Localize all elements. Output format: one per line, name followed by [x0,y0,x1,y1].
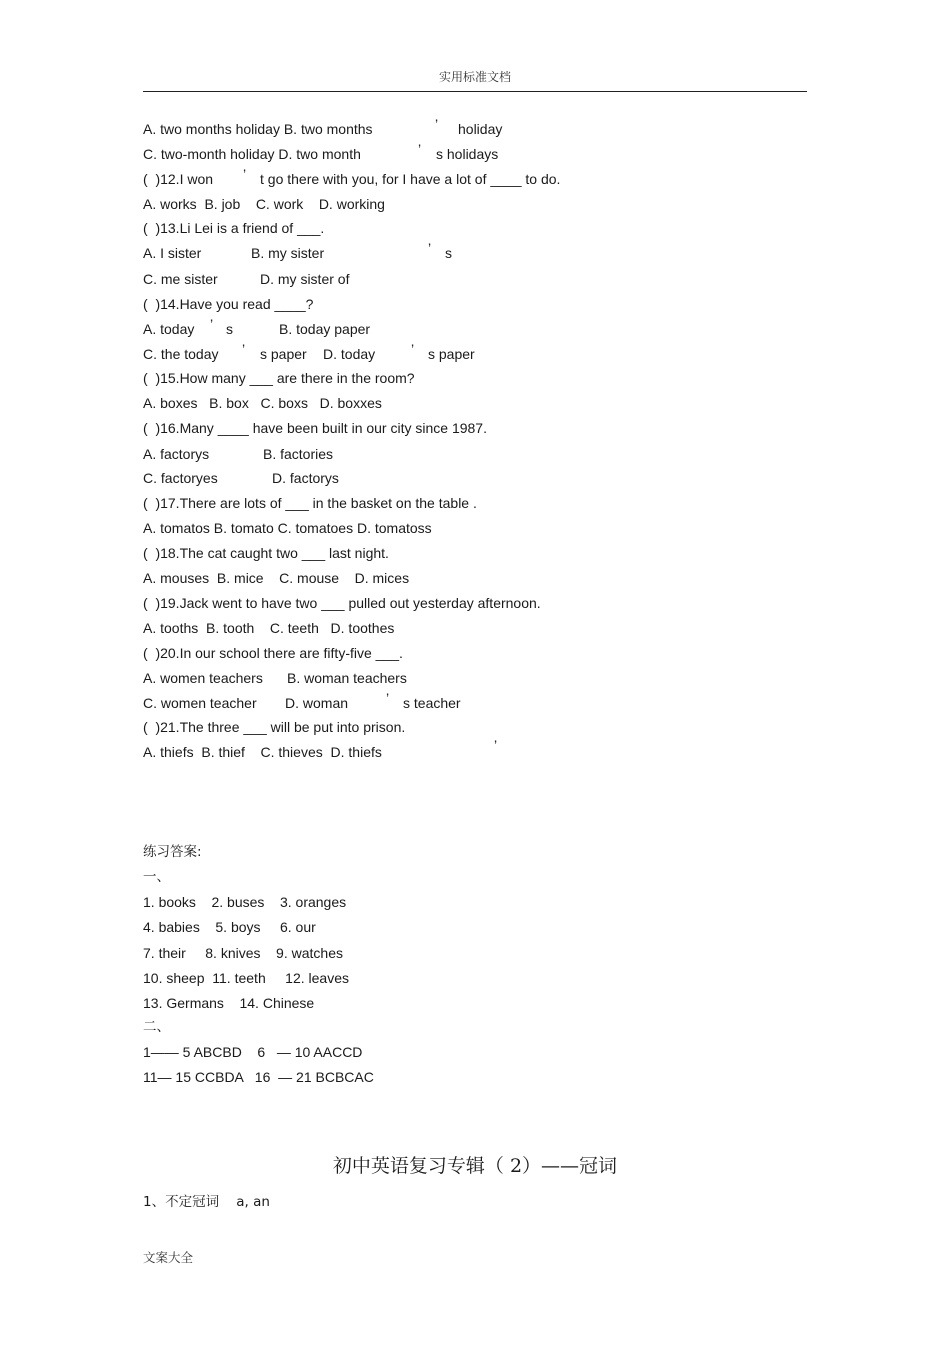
apostrophe: ’ [386,690,390,706]
question-line: ( )12.I won [143,171,214,187]
option-line: A. today [143,321,195,337]
question-line: ( )13.Li Lei is a friend of ___. [143,220,325,236]
question-line: ( )18.The cat caught two ___ last night. [143,545,389,561]
question-line: ( )15.How many ___ are there in the room? [143,370,415,386]
answer-line: 7. their 8. knives 9. watches [143,945,343,961]
apostrophe: ’ [210,316,214,332]
option-line: A. boxes B. box C. boxs D. boxxes [143,395,382,411]
option-line: C. two-month holiday D. two month [143,146,361,162]
header-divider [143,91,807,92]
option-fragment: D. today [323,346,376,362]
answer-line: 13. Germans 14. Chinese [143,995,315,1011]
apostrophe: ’ [418,141,422,157]
option-fragment: s [226,321,233,337]
apostrophe: ’ [243,166,247,182]
question-line: ( )17.There are lots of ___ in the basket on the table . [143,495,477,511]
option-line: C. women teacher [143,695,257,711]
question-line: ( )14.Have you read ____? [143,296,314,312]
option-fragment: s teacher [403,695,461,711]
option-line: A. works B. job C. work D. working [143,196,385,212]
apostrophe: ’ [411,341,415,357]
question-line: ( )16.Many ____ have been built in our city since 1987. [143,420,487,436]
option-fragment: D. woman [285,695,349,711]
question-line: ( )20.In our school there are fifty-five ___. [143,645,403,661]
option-line: A. thiefs B. thief C. thieves D. thiefs [143,744,382,760]
page-header: 实用标准文档 [438,70,511,84]
answer-line: 1. books 2. buses 3. oranges [143,894,347,910]
section-marker: 一、 [143,869,170,885]
option-line: A. two months holiday B. two months [143,121,373,137]
page-footer: 文案大全 [143,1250,194,1265]
option-line: A. tomatos B. tomato C. tomatoes D. tomatoss [143,520,432,536]
option-fragment: D. factorys [272,470,339,486]
option-line: A. I sister [143,245,202,261]
question-line: ( )21.The three ___ will be put into prison. [143,719,406,735]
option-fragment: B. today paper [279,321,371,337]
apostrophe: ’ [435,116,439,132]
answer-line: 10. sheep 11. teeth 12. leaves [143,970,349,986]
apostrophe: ’ [242,341,246,357]
option-fragment: holiday [458,121,503,137]
option-line: C. me sister [143,271,218,287]
option-fragment: s holidays [436,146,499,162]
answer-line: 11— 15 CCBDA 16 — 21 BCBCAC [143,1069,374,1085]
question-line: ( )19.Jack went to have two ___ pulled out yesterday afternoon. [143,595,541,611]
apostrophe: ’ [428,240,432,256]
option-fragment: B. factories [263,446,334,462]
question-fragment: t go there with you, for I have a lot of ____ to do. [260,171,561,187]
answers-heading: 练习答案: [143,844,202,860]
option-fragment: D. my sister of [260,271,350,287]
option-fragment: s paper [428,346,475,362]
option-line: C. the today [143,346,219,362]
subsection-heading: 1、不定冠词 a, an [143,1194,270,1210]
answer-line: 4. babies 5. boys 6. our [143,919,316,935]
option-line: A. women teachers [143,670,263,686]
option-fragment: s paper [260,346,307,362]
option-line: A. factorys [143,446,210,462]
option-fragment: s [445,245,452,261]
apostrophe: ’ [494,737,498,753]
option-line: A. tooths B. tooth C. teeth D. toothes [143,620,395,636]
option-fragment: B. my sister [251,245,325,261]
option-line: C. factoryes [143,470,218,486]
section-marker: 二、 [143,1019,170,1035]
option-line: A. mouses B. mice C. mouse D. mices [143,570,410,586]
section-title: 初中英语复习专辑（ 2）——冠词 [332,1155,618,1177]
option-fragment: B. woman teachers [287,670,407,686]
answer-line: 1—— 5 ABCBD 6 — 10 AACCD [143,1044,363,1060]
